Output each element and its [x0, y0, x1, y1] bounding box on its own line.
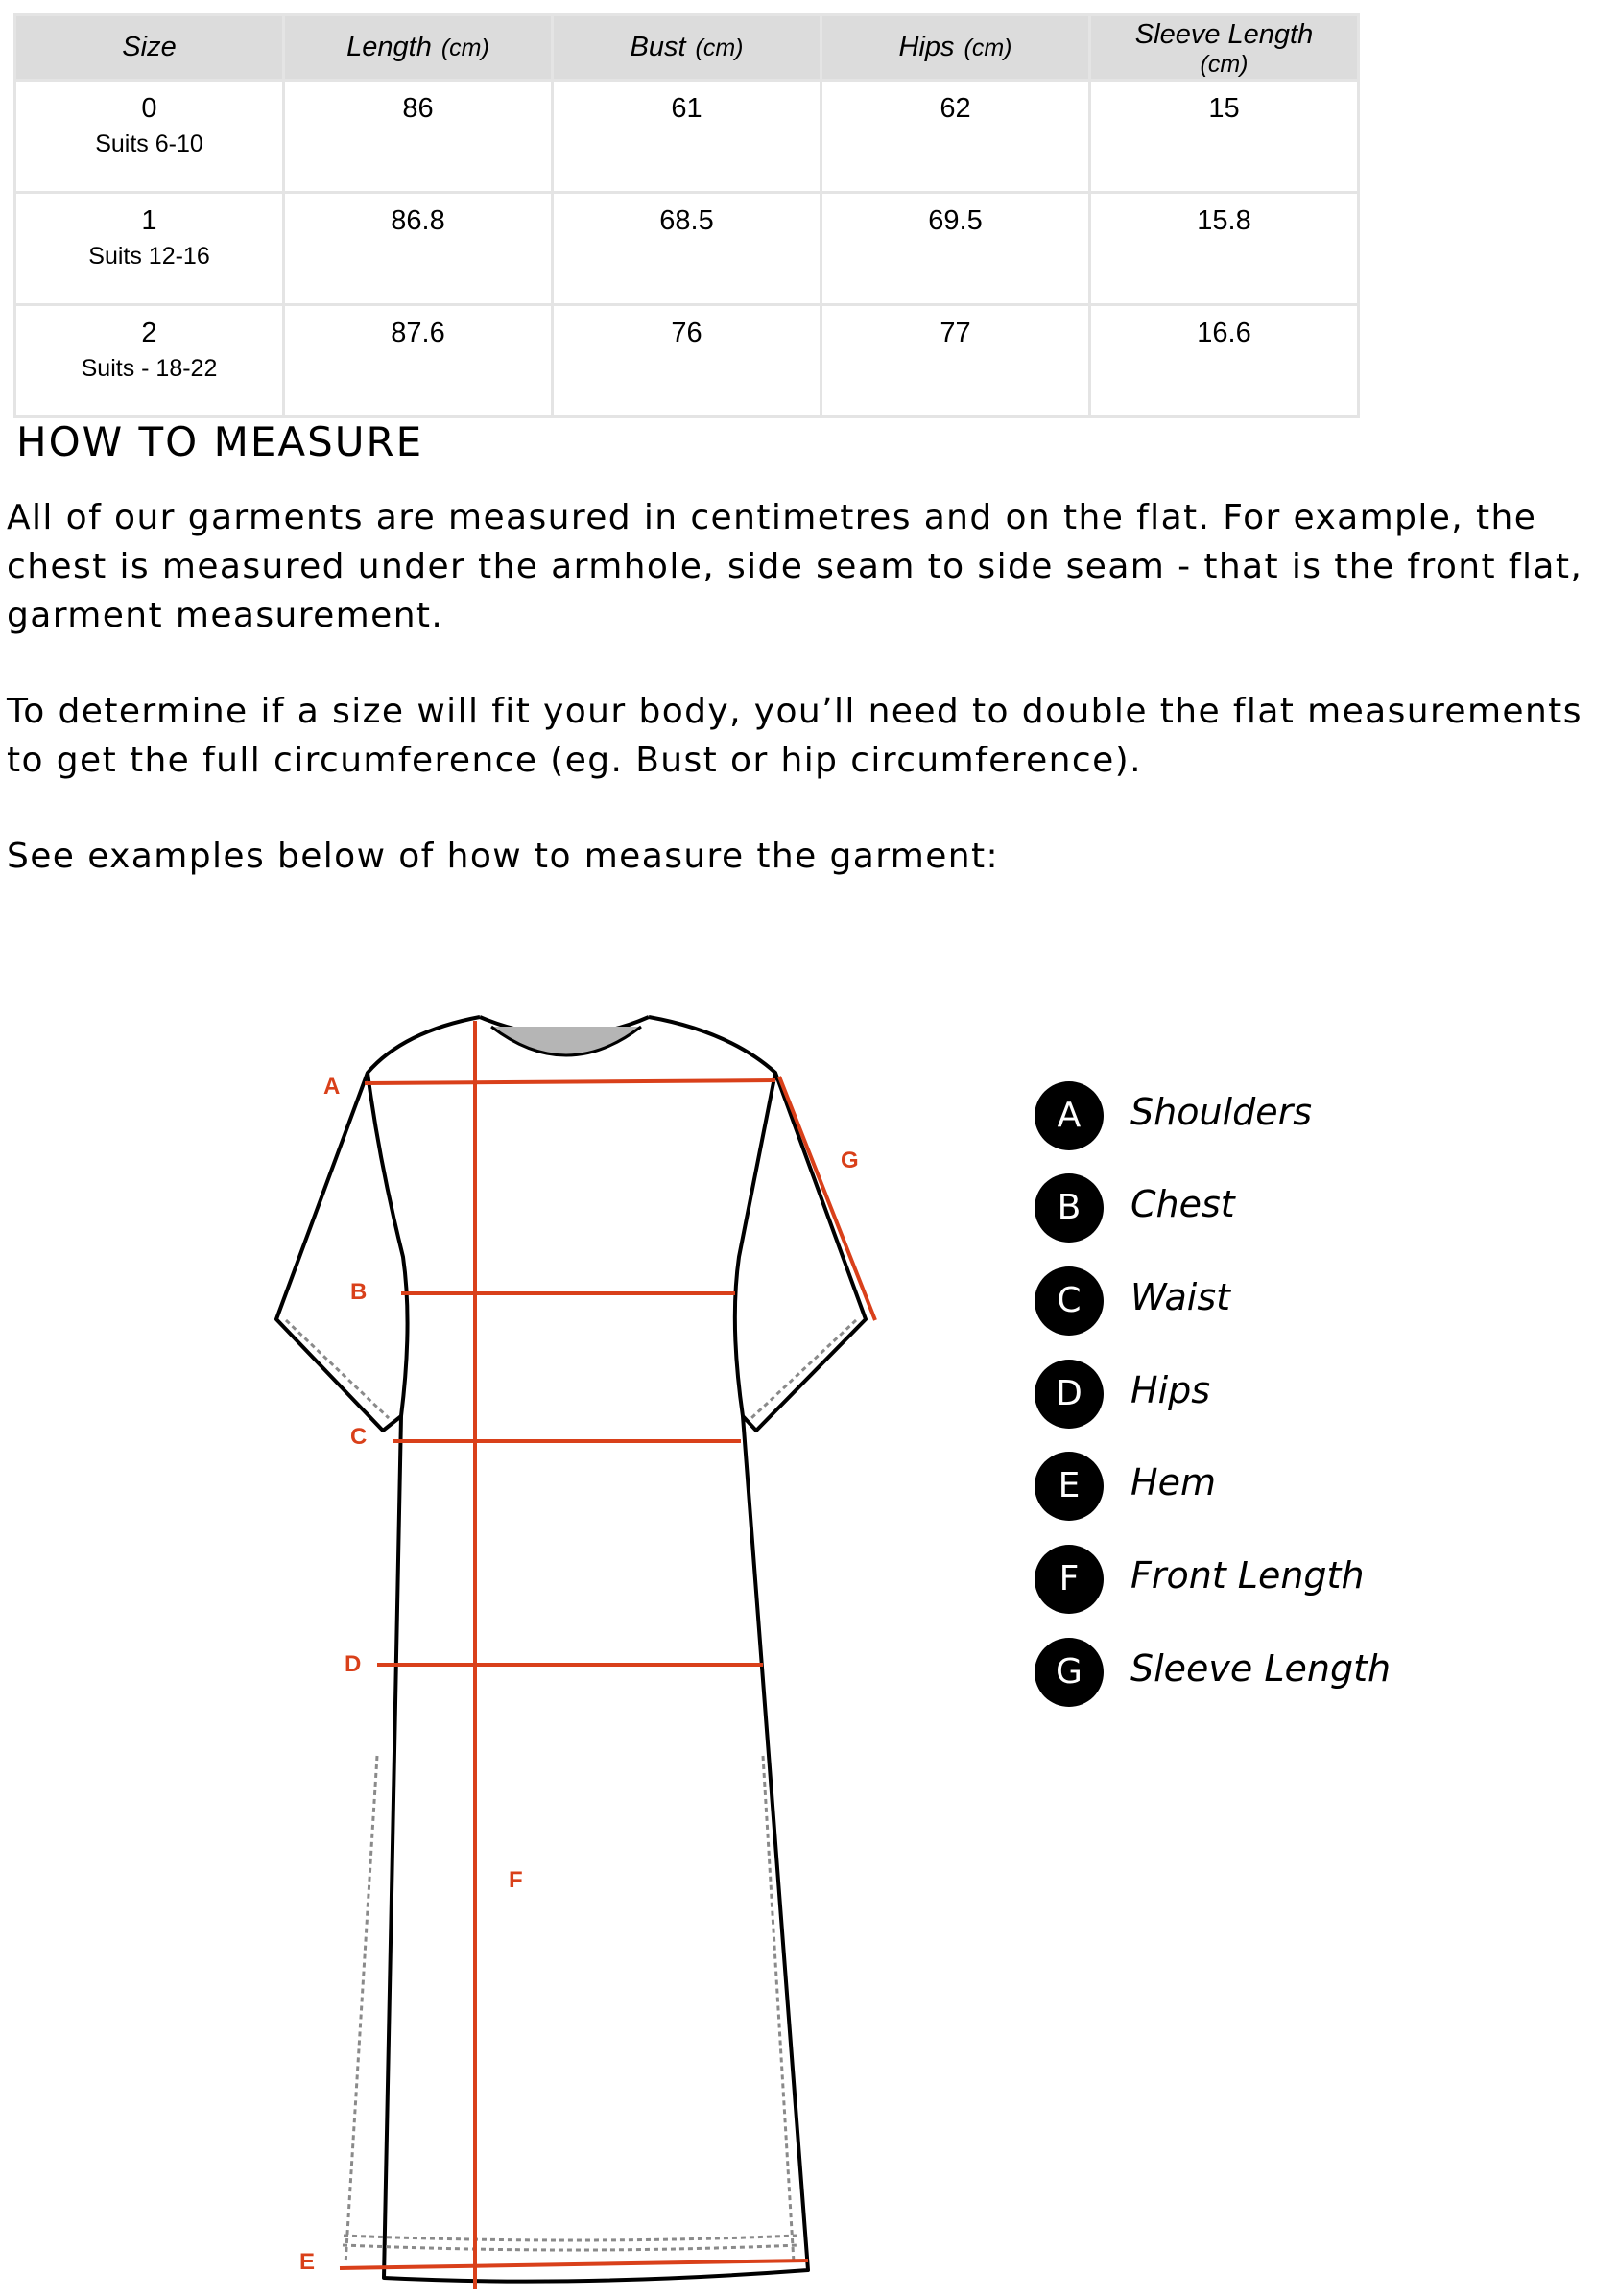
measure-line-shoulders: [365, 1080, 775, 1083]
measure-line-hem: [340, 2260, 808, 2268]
cell-length: 86.8: [284, 193, 553, 305]
legend-item-waist: [1035, 1266, 1514, 1336]
legend-item-shoulders: [1035, 1081, 1514, 1150]
left-armhole: [368, 1073, 408, 1416]
header-length: Length (cm): [284, 15, 553, 81]
legend-label: Shoulders: [1130, 1091, 1313, 1133]
table-row: [15, 81, 1359, 193]
dress-body: [276, 1017, 866, 2282]
table-row: [15, 193, 1359, 305]
diagram-label-d: D: [345, 1651, 362, 1677]
how-to-measure-heading: HOW TO MEASURE: [16, 418, 424, 465]
dress-measurement-diagram: [0, 988, 960, 2296]
header-sleeve-length: Sleeve Length (cm): [1090, 15, 1359, 81]
diagram-label-c: C: [350, 1424, 368, 1450]
header-hips: Hips (cm): [821, 15, 1090, 81]
diagram-label-g: G: [841, 1148, 859, 1173]
legend-letter-badge: D: [1035, 1360, 1104, 1429]
measure-paragraph-double: To determine if a size will fit your body, you’ll need to double the flat measurements to get the full circumference (eg. Bust or hip circumference).: [7, 692, 1582, 780]
diagram-label-b: B: [350, 1279, 368, 1305]
legend-letter-badge: E: [1035, 1452, 1104, 1521]
cell-sleeve: 16.6: [1090, 305, 1359, 417]
legend-item-chest: [1035, 1173, 1514, 1243]
legend-item-front-length: [1035, 1545, 1514, 1614]
measure-paragraph-examples: See examples below of how to measure the garment:: [7, 837, 1000, 876]
cell-size: 2 Suits - 18-22: [15, 305, 284, 417]
table-row: [15, 305, 1359, 417]
right-armhole: [735, 1073, 775, 1416]
suits-note: Suits 12-16: [88, 243, 210, 270]
cell-hips: 62: [821, 81, 1090, 193]
table-header-row: [15, 15, 1359, 81]
cell-hips: 69.5: [821, 193, 1090, 305]
legend-letter-badge: A: [1035, 1081, 1104, 1150]
cell-sleeve: 15: [1090, 81, 1359, 193]
cell-sleeve: 15.8: [1090, 193, 1359, 305]
legend-label: Waist: [1130, 1276, 1231, 1318]
diagram-label-a: A: [323, 1074, 341, 1100]
legend-letter-badge: F: [1035, 1545, 1104, 1614]
cell-length: 87.6: [284, 305, 553, 417]
legend-letter-badge: B: [1035, 1173, 1104, 1243]
legend-label: Hips: [1130, 1369, 1211, 1411]
header-size: Size: [15, 15, 284, 81]
cell-size: 0 Suits 6-10: [15, 81, 284, 193]
cell-bust: 68.5: [553, 193, 821, 305]
cell-size: 1 Suits 12-16: [15, 193, 284, 305]
diagram-label-e: E: [299, 2249, 316, 2275]
legend-label: Sleeve Length: [1130, 1647, 1392, 1690]
legend-letter-badge: G: [1035, 1638, 1104, 1707]
neckline-band: [491, 1027, 641, 1055]
cell-bust: 76: [553, 305, 821, 417]
diagram-label-f: F: [509, 1867, 523, 1893]
header-bust: Bust (cm): [553, 15, 821, 81]
legend-letter-badge: C: [1035, 1266, 1104, 1336]
legend-item-hips: [1035, 1360, 1514, 1429]
cell-bust: 61: [553, 81, 821, 193]
legend-label: Hem: [1130, 1461, 1216, 1503]
legend-label: Chest: [1130, 1183, 1235, 1225]
legend-item-sleeve-length: [1035, 1638, 1514, 1707]
suits-note: Suits - 18-22: [81, 355, 218, 382]
legend-label: Front Length: [1130, 1554, 1365, 1597]
measure-line-sleeve: [779, 1077, 875, 1320]
measure-paragraph-flat: All of our garments are measured in centimetres and on the flat. For example, the chest is measured under the armhole, side seam to side seam - that is the front flat, garment measurement.: [7, 498, 1583, 635]
legend-item-hem: [1035, 1452, 1514, 1521]
cell-hips: 77: [821, 305, 1090, 417]
dress-outline: [276, 1017, 866, 2282]
size-chart-table: [13, 13, 1360, 418]
cell-length: 86: [284, 81, 553, 193]
suits-note: Suits 6-10: [95, 130, 203, 157]
